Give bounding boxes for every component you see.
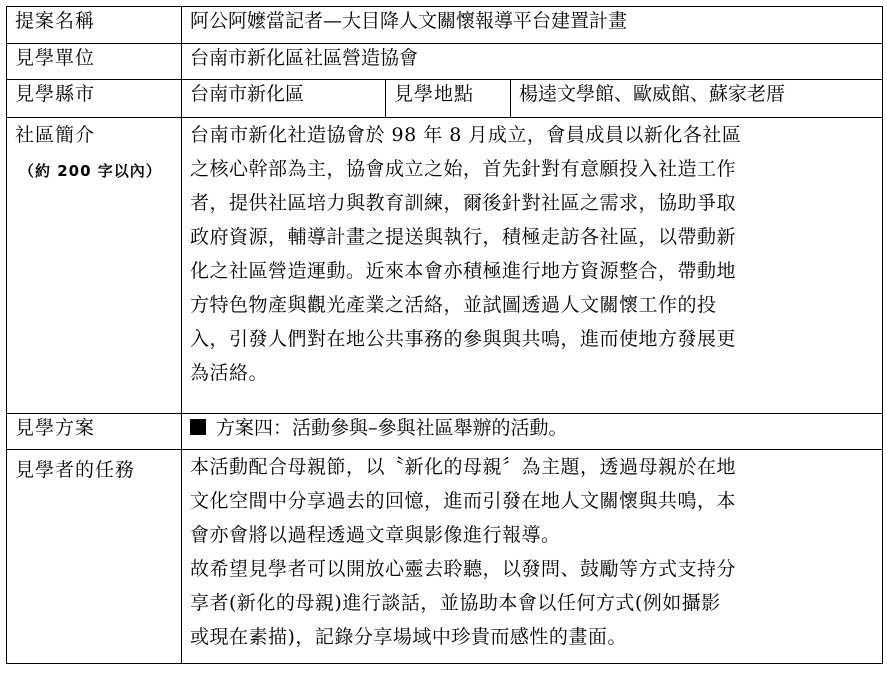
visit-site-value: 楊逵文學館、歐威館、蘇家老厝 — [511, 80, 883, 118]
word-limit-note: （約 200 字以內） — [19, 162, 162, 180]
checked-box-icon — [190, 419, 206, 435]
visitor-task-label: 見學者的任務 — [7, 450, 182, 664]
visit-unit-label: 見學單位 — [7, 44, 182, 80]
visit-city-value: 台南市新化區 — [182, 80, 386, 118]
task-line: 或現在素描)，記錄分享場域中珍貴而感性的畫面。 — [190, 626, 627, 648]
proposal-form-table — [6, 6, 883, 664]
intro-line: 為活絡。 — [190, 362, 269, 384]
intro-line: 入，引發人們對在地公共事務的參與與共鳴，進而使地方發展更 — [190, 328, 737, 350]
row-visitor-task — [7, 450, 883, 664]
intro-line: 化之社區營造運動。近來本會亦積極進行地方資源整合，帶動地 — [190, 260, 737, 282]
task-line: 本活動配合母親節，以〝新化的母親〞為主題，透過母親於在地 — [190, 456, 737, 478]
community-intro-label: 社區簡介 — [15, 124, 96, 146]
intro-line: 者，提供社區培力與教育訓練，爾後針對社區之需求，協助爭取 — [190, 192, 737, 214]
proposal-name-label: 提案名稱 — [7, 7, 182, 44]
visitor-task-text — [182, 450, 883, 664]
intro-line: 台南市新化社造協會於 98 年 8 月成立，會員成員以新化各社區 — [190, 124, 742, 146]
visit-unit-value: 台南市新化區社區營造協會 — [182, 44, 883, 80]
task-line: 文化空間中分享過去的回憶，進而引發在地人文關懷與共鳴，本 — [190, 490, 737, 512]
community-intro-text — [182, 118, 883, 414]
row-visit-plan — [7, 414, 883, 450]
visit-site-label: 見學地點 — [386, 80, 511, 118]
visit-city-label: 見學縣市 — [7, 80, 182, 118]
intro-line: 政府資源，輔導計畫之提送與執行，積極走訪各社區，以帶動新 — [190, 226, 737, 248]
task-line: 故希望見學者可以開放心靈去聆聽，以發問、鼓勵等方式支持分 — [190, 558, 737, 580]
visit-plan-cell — [182, 414, 883, 450]
intro-line: 方特色物產與觀光產業之活絡，並試圖透過人文關懷工作的投 — [190, 294, 717, 316]
visit-plan-value: 方案四：活動參與–參與社區舉辦的活動。 — [216, 417, 568, 439]
row-proposal-name — [7, 7, 883, 44]
visit-plan-label: 見學方案 — [7, 414, 182, 450]
task-line: 會亦會將以過程透過文章與影像進行報導。 — [190, 524, 561, 546]
row-community-intro — [7, 118, 883, 414]
intro-line: 之核心幹部為主，協會成立之始，首先針對有意願投入社造工作 — [190, 158, 737, 180]
row-visit-city — [7, 80, 883, 118]
proposal-name-value: 阿公阿嬤當記者—大目降人文關懷報導平台建置計畫 — [182, 7, 883, 44]
task-line: 享者(新化的母親)進行談話，並協助本會以任何方式(例如攝影 — [190, 592, 721, 614]
row-visit-unit — [7, 44, 883, 80]
community-intro-label-cell — [7, 118, 182, 414]
